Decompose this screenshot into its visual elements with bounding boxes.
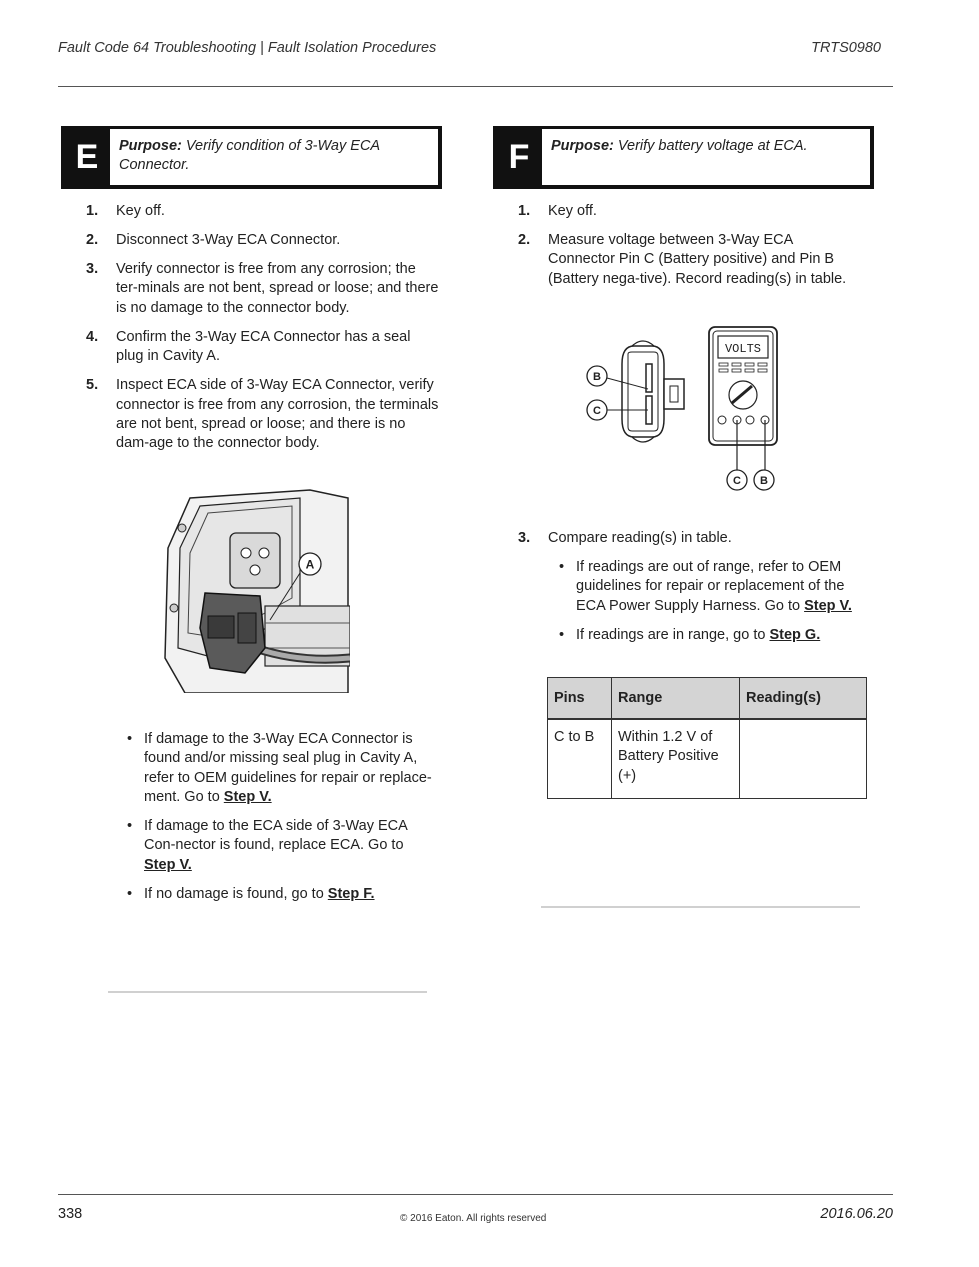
- step-f-link[interactable]: Step F.: [327, 885, 375, 902]
- cell-pins: C to B: [548, 719, 612, 798]
- header-title: Fault Code 64 Troubleshooting | Fault Isolation Procedures: [58, 40, 437, 56]
- col-pins: Pins: [548, 678, 612, 720]
- voltage-measurement-figure: [582, 324, 782, 496]
- meter-display: VOLTS: [724, 342, 762, 356]
- list-item: • If damage to the ECA side of 3-Way ECA Con-nector is found, replace ECA. Go to Step V.: [127, 817, 408, 873]
- bullet-text: If readings are in range, go to: [576, 626, 770, 643]
- list-item: [86, 260, 441, 318]
- bullet-text: If readings are out of range, refer to OEM guidelines for repair or replacement of the ECA Power Supply Harness. Go to: [576, 559, 845, 614]
- header-divider: [58, 86, 893, 87]
- probe-b-label: B: [760, 475, 768, 487]
- copyright: © 2016 Eaton. All rights reserved: [400, 1213, 547, 1224]
- step-f-letter: F: [496, 129, 542, 185]
- step-text: Inspect ECA side of 3-Way ECA Connector, verify connector is free from any corrosion, the terminals are not bent, spread or loose; and there is no dam-age to the connector body.: [116, 377, 439, 452]
- step-f-bullets: [558, 558, 870, 655]
- cell-range: Within 1.2 V of Battery Positive (+): [612, 719, 740, 798]
- step-text: Disconnect 3-Way ECA Connector.: [116, 232, 341, 249]
- list-item: [518, 529, 863, 548]
- step-number: 3.: [86, 261, 99, 278]
- step-f-list-continued: [518, 529, 863, 558]
- step-number: 2.: [518, 232, 531, 249]
- step-e-purpose: [119, 137, 430, 175]
- step-number: 4.: [86, 328, 99, 345]
- step-f-header: [493, 126, 874, 189]
- list-item: [86, 202, 441, 221]
- col-readings: Reading(s): [740, 678, 867, 720]
- list-item: [518, 202, 863, 221]
- step-v-link[interactable]: Step V.: [223, 788, 272, 805]
- probe-c-label: C: [733, 475, 741, 487]
- step-v-link[interactable]: Step V.: [804, 597, 852, 614]
- list-item: • If no damage is found, go to Step F.: [127, 885, 375, 902]
- bullet-text: If no damage is found, go to: [144, 885, 328, 902]
- step-e-header: [61, 126, 442, 189]
- step-text: Compare reading(s) in table.: [548, 530, 732, 546]
- page-number: 338: [58, 1206, 83, 1222]
- col-range: Range: [612, 678, 740, 720]
- bullet-text: If damage to the 3-Way ECA Connector is found and/or missing seal plug in Cavity A, refer to OEM guidelines for repair or replace-ment. Go to: [144, 731, 432, 805]
- list-item: [86, 376, 441, 453]
- step-v-link[interactable]: Step V.: [144, 856, 192, 873]
- pin-c-label: C: [593, 405, 601, 417]
- list-item: [518, 231, 863, 289]
- pin-b-label: B: [593, 371, 601, 383]
- step-g-link[interactable]: Step G.: [769, 626, 821, 643]
- callout-a-label: A: [305, 557, 315, 572]
- document-code: TRTS0980: [811, 40, 881, 56]
- footer-divider: [58, 1194, 893, 1195]
- table-row: [548, 719, 867, 798]
- step-number: 3.: [518, 530, 531, 546]
- step-e-list: [86, 202, 441, 463]
- cell-reading[interactable]: [740, 719, 867, 798]
- purpose-text: Verify battery voltage at ECA.: [613, 138, 808, 154]
- section-end-divider: [541, 906, 860, 908]
- list-item: [86, 231, 441, 250]
- step-text: Confirm the 3-Way ECA Connector has a seal plug in Cavity A.: [116, 328, 411, 365]
- section-end-divider: [108, 991, 427, 993]
- list-item: • If readings are in range, go to Step G.: [559, 626, 821, 643]
- step-e-bullets: [126, 730, 438, 914]
- step-number: 2.: [86, 232, 99, 249]
- purpose-text: Verify condition of 3-Way ECA Connector.: [119, 138, 380, 173]
- step-f-list: [518, 202, 863, 299]
- purpose-label: Purpose:: [551, 138, 614, 154]
- step-text: Measure voltage between 3-Way ECA Connector Pin C (Battery positive) and Pin B (Battery nega-tive). Record reading(s) in table.: [548, 232, 847, 287]
- bullet-text: If damage to the ECA side of 3-Way ECA Con-nector is found, replace ECA. Go to: [144, 817, 408, 854]
- step-text: Verify connector is free from any corrosion; the ter-minals are not bent, spread or loose; and there is no damage to the connector body.: [116, 261, 439, 316]
- purpose-label: Purpose:: [119, 138, 182, 154]
- step-e-letter: E: [64, 129, 110, 185]
- publication-date: 2016.06.20: [820, 1206, 893, 1222]
- list-item: [86, 328, 441, 367]
- step-number: 1.: [518, 203, 531, 219]
- table-header-row: [548, 678, 867, 720]
- step-text: Key off.: [548, 203, 597, 219]
- readings-table: [547, 677, 867, 799]
- step-number: 5.: [86, 377, 99, 394]
- list-item: • If damage to the 3-Way ECA Connector is found and/or missing seal plug in Cavity A, refer to OEM guidelines for repair or replace-ment. Go to Step V.: [127, 731, 432, 805]
- step-text: Key off.: [116, 203, 165, 219]
- step-f-purpose: [551, 137, 862, 156]
- eca-connector-figure: [160, 488, 350, 693]
- list-item: • If readings are out of range, refer to OEM guidelines for repair or replacement of the ECA Power Supply Harness. Go to Step V.: [559, 559, 852, 614]
- step-number: 1.: [86, 203, 99, 219]
